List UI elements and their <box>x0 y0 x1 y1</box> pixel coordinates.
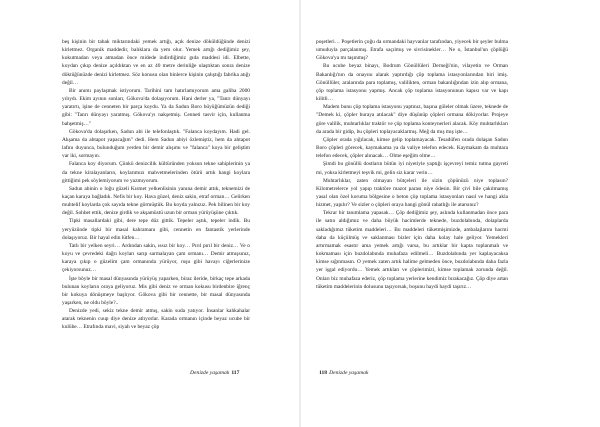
page-number: 118 <box>319 370 328 376</box>
paragraph: Tipki masallardaki gibi, dere tepe düz gittik. Tepeler aştık, tepeler indik. Bu yeryüzünde tipki bir masal kahramanı gibi, cennetin en fantastik yerlerinde dolaşıyoruz. Bir hayal edin lütfen… <box>62 218 250 241</box>
left-page-text <box>62 38 250 364</box>
running-title: Denizde yaşamak <box>329 370 369 376</box>
paragraph: Madem bunu çöp toplama istasyonu yaptınız, başına güleler olmak üzere, teknede de "Demek ki, çöpler buraya atılacak" diye düşünüp çöpleri ormana dökiyorlar. Projeye göre valilik, muhtarlıklar traktör ve çöp toplama konteynerleri alacak. Köy muhtarlıkları da arada bir gidip, bu çöpleri toplayacaklarmış. Meğ da mış mış işte… <box>316 104 508 135</box>
paragraph: Falanca koy diyorum. Çünkü denizcilik kültüründen yoksun tekne sahiplerinin ya da tekne kiralayanların, koylarımızı mahvetmelerinden ötürü artık hangi koylara gittiğimi pek söylemiyorum ve yazmıyorum. <box>62 161 250 184</box>
left-page-footer <box>190 370 241 377</box>
paragraph: Gökova'da dolaşırken, Sadun abi ile telefonlaştık. "Falanca koydayım. Hadi gel. Akşama da abtapot yapacağım" dedi. Hem Sadun abiyi özlemiştiz, hem da ahtapot lafını duyunca, bulunduğum yerden bir demir alışımı ve "falanca" koya bir geliştim var iki, sormayın. <box>62 128 250 160</box>
paragraph: Tekrar bir tanımlama yapasak… Çöp dediğimiz şey, aslında kullanmadan önce para ile satın aldığımız ve daha büyük hacimlerde teknede, buzdolabında, dolaplarda sakladığımız tüketim maddeleri… Bu maddeleri tüketmişimizde, ambalajlarını hacmi daha da küçülmüş ve saklanması bizler için daha kolay hale geliyor. Yemekleri artırmamak esastır ama yemek artığı varsa, bu artıklar bir kapta toplanmalı ve kokmaması için buzdolabında muhafaza edilmeli… Buzdolabında yer kaplayacaksa kimse sığınmasın. O yemek zaten artık halime gelmeden önce, buzdolabında daha fazla yer işgal ediyordu… Yemek artıkları ve çöplerimizi, kimse toplamak zorunda değil. Onları biz muhafaza ederiz, çöp toplama yerlerine kendimiz bırakacağız. Çöp diye artan tüketim maddelerinin dolusunu taşıyorsak, boşunu haydi haydi taşırız… <box>316 210 508 290</box>
paragraph: beş kişinin bir tabak miktarındaki yemek artığı, açık denize döküldüğünde denizi kirletmez. Organik maddedir, balıklara da yem olur. Yemek artığı dediğimiz şey, kokutmadan veya atmadan önce midede indirdiğimiz gıda maddesi idi. Elbette, koydan çıkıp denize açıldıktan ve en az 40 metre derinliğe ulaştıktan sonra denize döktüğünüzde denizi kirletmez. Söz konusu olan binlerce kişinin çalıştığı fabrika atığı değil… <box>62 39 250 86</box>
paragraph: Muhtarlıklar, zaten olmayan bütçeleri ile sizin çöpünüzü niye toplasın? Kilometrelerce yol yapıp traktöre mazot parası niye ödesin. Bir çivi bile çakılmamış yasal olan özel koruma bölgesine o beton çöp toplama istasyonları nasıl ve hangi akla hizmet, yapılır? Ve sizler o çöpleri oraya hangi gönül rahatlığı ile atarsınız? <box>316 177 508 209</box>
paragraph: poşetleri… Poşetlerin çoğu da ormandaki hayvanlar tarafından, yiyecek bir şeyler bulma umuduyla parçalanmış. Etrafa saçılmış ve sivrisinekler… Ne o, İstanbul'un çöplüğü Gökova'ya mı taşınmış? <box>316 39 508 62</box>
running-title: Denizde yaşamak <box>190 370 230 376</box>
paragraph: İşte böyle bir masal dünyasında yürüyüş yaparken, biraz ileride, birkaç tepe arkada bulunan koyların oraya geliyoruz. Mis gibi deniz ve orman kokusu birdenbire iğrenç bir kokuya dönüşmeye başlıyor. Gökova gibi bir cennette, bir masal dünyasında yaşarken, ne oldu böyle?.. <box>62 275 250 306</box>
paragraph: Tatlı bir yelken seyri… Ardından sakin, ıssız bir koy… Pırıl pırıl bir deniz… Ve o koyu ve çevredeki dağrı koyları sarıp sarmalayan çam ormanı… Demir atmışsınız, karaya çıkıp o güzelim çam ormanında yürüyor, ruşu gibi havayı ciğerlerinize çekiyorsunuz… <box>62 242 250 274</box>
paragraph: Bu ucube beyaz binayı, Bodrum Gönüllüleri Derneği'nin, vilayetin ve Orman Bakanlığı'nın da onayını alarak yaptırdığı çöp toplama istasyonlarından biri imiş. Gönüllüler, aralarında para toplamış, valilikten, orman bakanlığından izin alıp ormana, çöp toplama istasyonu yapmış. Ancak çöp toplama istasyonunun kapısı var ve kapı kilitli… <box>316 63 508 103</box>
right-page-footer <box>317 370 368 377</box>
page-number: 117 <box>231 370 240 376</box>
right-page <box>300 0 600 427</box>
paragraph: Bir anımı paylaşmak istiyorum. Tarihini tam hatırlamıyorum ama galiba 2000 yılıydı. Ekim ayının sonları, Gökova'da dolaşıyorum. Hani derler ya, "Tanrı dünyayı yaratırtı, işine de cenneten bir parça koydu. Ya da Sadun Boro büyüğümüzün dediği gibi: "Tanrı dünyayı yaratmış. Gökova'yı nakşetmiş. Cenneti tasvir için, kullanma bahşetmiş…" <box>62 87 250 127</box>
paragraph: Sadun abinin o loğu güzeli Kısmet yelkenlisinin yanına demir attık, teknemizi de kaçan karaya bağladık. Nefis bir koy. Hava güzel, deniz sakin, etraf orman… Gelirken muhtelif koylarda çok sayıda tekne görmüştük. Bu koyda yalnızız. Pek bilinen bir koy değil. Sohbet ettik, denize girdik ve akşamüstü uzun bir orman yürüyüşüne çıktık. <box>62 185 250 217</box>
paragraph: Denizde yedi, sekiz tekne demir atmış, sakin suda yatıyor. İnsanlar kahkahalar atarak teknenin cuup diye denize atlıyorlar. Karada ormanın içinde beyaz ucube bir kulübe… Etrafında mavi, siyah ve beyaz çöp <box>62 308 250 331</box>
paragraph: Çöpler orada yığılacak, kimse gelip toplamayacak. Tesadüfen orada dolaşan Sadun Boro çöpleri görecek, kaymakama ya da valiye telefon edecek. Kaymakam da muhtara telefon edecek, çöpler alınacak… Olme eşeğim olme… <box>316 136 508 160</box>
paragraph: Şimdi bu gönüllü dostların bütün iyi niyetiyle yaptığı işçevreyi temiz tutma gayreti mi, yoksa kirletmeyi teşvik mi, gelin siz karar verin… <box>316 161 508 176</box>
right-page-text <box>316 38 508 364</box>
